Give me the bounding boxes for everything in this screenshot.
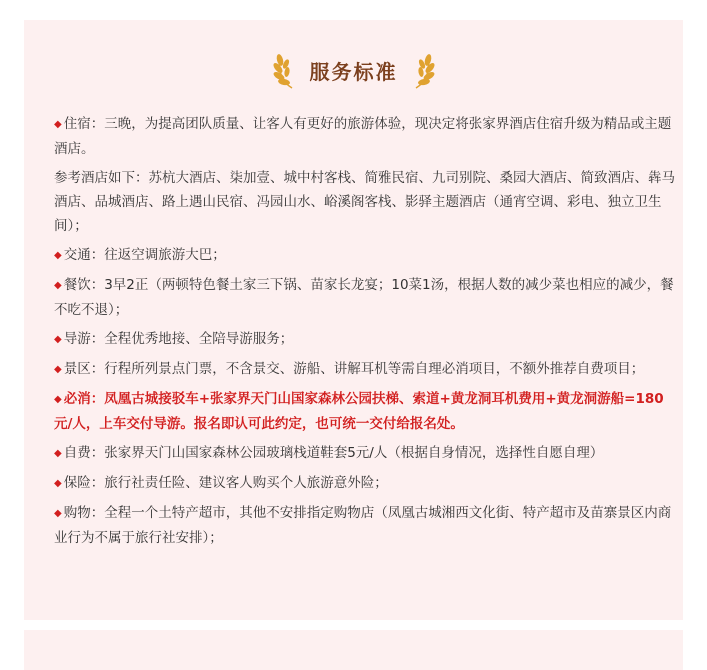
item-optional-fees xyxy=(54,441,680,466)
item-text: 旅行社责任险、建议客人购买个人旅游意外险； xyxy=(104,475,388,491)
item-accommodation xyxy=(54,112,680,161)
page-title: 服务标准 xyxy=(309,59,398,84)
service-list xyxy=(54,112,680,555)
diamond-bullet-icon: ◆ xyxy=(54,250,62,261)
item-label: 餐饮： xyxy=(63,277,105,293)
item-text: 3早2正（两顿特色餐土家三下锅、苗家长龙宴；10菜1汤，根据人数的减少菜也相应的减少，餐不吃不退）； xyxy=(54,277,674,318)
item-text: 全程优秀地接、全陪导游服务； xyxy=(104,331,294,347)
diamond-bullet-icon: ◆ xyxy=(54,478,62,489)
diamond-bullet-icon: ◆ xyxy=(54,119,62,130)
item-meals xyxy=(54,273,680,322)
item-label: 必消： xyxy=(63,391,105,407)
item-shopping xyxy=(54,501,680,550)
item-guide xyxy=(54,327,680,352)
next-section-card xyxy=(24,630,683,670)
item-text: 往返空调旅游大巴； xyxy=(104,247,226,263)
diamond-bullet-icon: ◆ xyxy=(54,364,62,375)
item-label: 保险： xyxy=(63,475,105,491)
item-scenic xyxy=(54,357,680,382)
item-label: 景区： xyxy=(63,361,105,377)
item-text: 张家界天门山国家森林公园玻璃栈道鞋套5元/人（根据自身情况，选择性自愿自理） xyxy=(104,445,604,461)
diamond-bullet-icon: ◆ xyxy=(54,334,62,345)
item-label: 导游： xyxy=(63,331,105,347)
item-label: 购物： xyxy=(63,505,105,521)
section-header xyxy=(24,50,683,90)
item-insurance xyxy=(54,471,680,496)
item-label: 自费： xyxy=(63,445,105,461)
item-mandatory-fees xyxy=(54,387,680,436)
item-text: 全程一个土特产超市，其他不安排指定购物店（凤凰古城湘西文化街、特产超市及苗寨景区内商业行为不属于旅行社安排）； xyxy=(54,505,672,546)
item-transport xyxy=(54,243,680,268)
item-text: 参考酒店如下：苏杭大酒店、柒加壹、城中村客栈、简雅民宿、九司别院、桑园大酒店、简致酒店、犇马酒店、品城酒店、路上遇山民宿、冯园山水、峪溪阁客栈、影驿主题酒店（通宵空调、彩电、独立卫生间）； xyxy=(54,170,675,234)
diamond-bullet-icon: ◆ xyxy=(54,280,62,291)
item-label: 住宿： xyxy=(63,116,105,132)
item-text: 三晚，为提高团队质量、让客人有更好的旅游体验，现决定将张家界酒店住宿升级为精品或主题酒店。 xyxy=(54,116,672,157)
diamond-bullet-icon: ◆ xyxy=(54,508,62,519)
item-text: 行程所列景点门票，不含景交、游船、讲解耳机等需自理必消项目，不额外推荐自费项目； xyxy=(104,361,645,377)
diamond-bullet-icon: ◆ xyxy=(54,448,62,459)
item-label: 交通： xyxy=(63,247,105,263)
diamond-bullet-icon: ◆ xyxy=(54,394,62,405)
service-standard-card xyxy=(24,20,683,620)
wheat-laurel-left-icon xyxy=(272,50,300,90)
item-text: 凤凰古城接驳车+张家界天门山国家森林公园扶梯、索道+黄龙洞耳机费用+黄龙洞游船=180元/人，上车交付导游。报名即认可此约定，也可统一交付给报名处。 xyxy=(54,391,664,432)
item-reference-hotels xyxy=(54,166,680,238)
wheat-laurel-right-icon xyxy=(408,50,436,90)
